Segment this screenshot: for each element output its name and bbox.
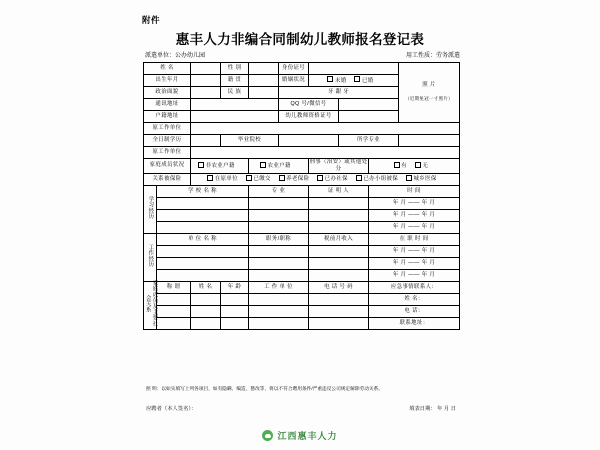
table-row: [144, 305, 460, 317]
work-cell-time[interactable]: 年 月 —— 年 月: [369, 257, 460, 269]
table-row: [144, 257, 460, 269]
field-label-certificate: 幼儿教师资格证号: [279, 111, 339, 123]
family-header-relation: 称 谓: [157, 281, 191, 293]
family-cell-relation[interactable]: [157, 305, 191, 317]
table-row: [144, 173, 460, 185]
checkbox-penalty-yes[interactable]: 有: [394, 163, 407, 169]
subheader: [145, 50, 460, 59]
attachment-label: 附件: [142, 15, 161, 25]
work-cell-position[interactable]: [249, 269, 309, 281]
section-label-study: 学习经历: [144, 185, 157, 233]
family-cell-phone[interactable]: [309, 305, 369, 317]
checkbox-original-unit[interactable]: 在原单位: [207, 176, 238, 182]
work-cell-position[interactable]: [249, 257, 309, 269]
footer-brand: [0, 429, 600, 442]
insurance-options[interactable]: [191, 173, 460, 185]
study-header-referee: 证 明 人: [309, 185, 369, 197]
family-cell-age[interactable]: [221, 317, 249, 329]
family-header-phone: 电 话 号 码: [309, 281, 369, 293]
field-value-address[interactable]: [191, 99, 279, 111]
field-value-marital[interactable]: [309, 75, 399, 87]
field-label-birth: 出生年月: [144, 75, 191, 87]
work-cell-unit[interactable]: [157, 269, 249, 281]
study-header-time: 时 间: [369, 185, 460, 197]
study-cell-school[interactable]: [157, 197, 249, 209]
field-value-name[interactable]: [191, 63, 221, 75]
family-cell-age[interactable]: [221, 305, 249, 317]
section-label-family: 家庭成员及主要社会关系: [144, 281, 157, 329]
checkbox-penalty-no[interactable]: 无: [415, 163, 428, 169]
study-cell-referee[interactable]: [309, 197, 369, 209]
family-cell-unit[interactable]: [249, 317, 309, 329]
field-value-political[interactable]: [191, 87, 221, 99]
form-notes: 照 明：以如实填写上列各项目，如有隐瞒、编造、篡改等，将以不符合聘用条件/严重违反公司规定解除劳动关系。: [146, 386, 383, 391]
emergency-field-name[interactable]: 姓 名：: [369, 293, 460, 305]
table-row: [144, 135, 460, 147]
field-label-political: 政治面貌: [144, 87, 191, 99]
field-value-qq[interactable]: [339, 99, 399, 111]
work-header-time: 在 职 时 间: [369, 233, 460, 245]
field-value-hometown[interactable]: [249, 75, 279, 87]
table-row: [144, 185, 460, 197]
table-row: [144, 233, 460, 245]
family-header-age: 年 龄: [221, 281, 249, 293]
field-label-marital: 婚姻状况: [279, 75, 309, 87]
table-row: [144, 245, 460, 257]
table-row: [144, 197, 460, 209]
table-row: [144, 147, 460, 159]
subheader-left: 派遣单位：公办幼儿园: [145, 53, 206, 59]
emergency-contact-title: 应急事情联系人：: [369, 281, 460, 293]
study-cell-time[interactable]: 年 月 —— 年 月: [369, 197, 460, 209]
work-header-position: 职务/职称: [249, 233, 309, 245]
checkbox-married[interactable]: 已婚: [354, 78, 373, 84]
field-label-education: 全日制学历: [144, 135, 191, 147]
field-label-insurance: 关系被保险: [144, 173, 191, 185]
field-label-hometown: 籍 贯: [221, 75, 249, 87]
study-cell-time[interactable]: 年 月 —— 年 月: [369, 221, 460, 233]
date-label[interactable]: 填表日期： 年 月 日: [409, 406, 456, 412]
checkbox-unmarried[interactable]: 未婚: [327, 78, 346, 84]
field-label-prev-employer: 原工作单位: [144, 123, 191, 135]
field-label-gender: 性 别: [221, 63, 249, 75]
table-row: [144, 293, 460, 305]
family-cell-relation[interactable]: [157, 317, 191, 329]
emergency-field-address[interactable]: 联系地址：: [369, 317, 460, 329]
study-cell-referee[interactable]: [309, 221, 369, 233]
family-header-name: 姓 名: [191, 281, 221, 293]
family-cell-name[interactable]: [191, 293, 221, 305]
signature-row: [146, 404, 456, 412]
study-cell-major[interactable]: [249, 209, 309, 221]
footer-brand-label: 江西惠丰人力: [277, 431, 338, 441]
table-row: [144, 209, 460, 221]
checkbox-pension[interactable]: 养老保险: [279, 176, 310, 182]
field-label-name: 姓 名: [144, 63, 191, 75]
study-cell-major[interactable]: [249, 221, 309, 233]
field-value-major[interactable]: [399, 135, 460, 147]
field-label-idnumber: 身份证号: [279, 63, 309, 75]
field-value-school[interactable]: [279, 135, 339, 147]
family-cell-relation[interactable]: [157, 293, 191, 305]
household-options[interactable]: [191, 159, 249, 174]
registration-form-table: [143, 62, 460, 330]
field-value-certificate[interactable]: [339, 111, 399, 123]
field-label-school: 毕业院校: [221, 135, 279, 147]
work-cell-income[interactable]: [309, 269, 369, 281]
checkbox-urban-rural-medical[interactable]: 城乡医保: [406, 176, 437, 182]
family-cell-phone[interactable]: [309, 293, 369, 305]
field-label-teeth: 牙 龈 牙: [279, 87, 399, 99]
checkbox-small-group[interactable]: 已办小组被保: [356, 176, 398, 182]
field-value-idnumber[interactable]: [309, 63, 399, 75]
work-header-unit: 单 位 名 称: [157, 233, 249, 245]
family-cell-unit[interactable]: [249, 293, 309, 305]
checkbox-nonagricultural[interactable]: 非农业户籍: [198, 163, 234, 169]
work-cell-time[interactable]: 年 月 —— 年 月: [369, 245, 460, 257]
table-row: [144, 269, 460, 281]
field-value-prev-work-unit[interactable]: [191, 147, 460, 159]
family-header-unit: 工 作 单 位: [249, 281, 309, 293]
field-value-education[interactable]: [191, 135, 221, 147]
field-value-hukou[interactable]: [191, 111, 279, 123]
field-label-ethnic: 民 族: [221, 87, 249, 99]
work-cell-unit[interactable]: [157, 257, 249, 269]
table-row: [144, 63, 460, 75]
household-options-2[interactable]: [249, 159, 309, 174]
family-cell-name[interactable]: [191, 305, 221, 317]
photo-box[interactable]: 照 片 （近期免冠一寸照片）: [399, 63, 460, 123]
work-cell-unit[interactable]: [157, 245, 249, 257]
field-label-household: 家庭成员状况: [144, 159, 191, 174]
field-label-penalty: 刑事（治安）或其他处分: [309, 159, 368, 172]
field-label-hukou: 户籍地址: [144, 111, 191, 123]
work-cell-time[interactable]: 年 月 —— 年 月: [369, 269, 460, 281]
study-cell-major[interactable]: [249, 197, 309, 209]
field-value-birth[interactable]: [191, 75, 221, 87]
study-cell-school[interactable]: [157, 209, 249, 221]
field-label-address: 通讯地址: [144, 99, 191, 111]
field-label-major: 所学专业: [339, 135, 399, 147]
checkbox-social-security[interactable]: 已办社保: [317, 176, 348, 182]
page-title: 惠丰人力非编合同制幼儿教师报名登记表: [175, 32, 425, 47]
study-cell-time[interactable]: 年 月 —— 年 月: [369, 209, 460, 221]
field-label-prev-work-unit: 原工作单位: [144, 147, 191, 159]
study-cell-referee[interactable]: [309, 209, 369, 221]
table-row: [144, 221, 460, 233]
section-label-work: 工作经历: [144, 233, 157, 281]
work-cell-income[interactable]: [309, 245, 369, 257]
table-row: [144, 317, 460, 329]
table-row: [144, 159, 460, 174]
family-cell-name[interactable]: [191, 317, 221, 329]
work-header-income: 税前月收入: [309, 233, 369, 245]
study-header-school: 学 校 名 称: [157, 185, 249, 197]
family-cell-age[interactable]: [221, 293, 249, 305]
work-cell-position[interactable]: [249, 245, 309, 257]
family-cell-phone[interactable]: [309, 317, 369, 329]
emergency-field-phone[interactable]: 电 话：: [369, 305, 460, 317]
study-cell-school[interactable]: [157, 221, 249, 233]
signature-label[interactable]: 应聘者（本人签名）：: [146, 406, 197, 412]
table-row: [144, 281, 460, 293]
penalty-options[interactable]: [369, 159, 460, 174]
subheader-right: 用工性质：劳务派遣: [405, 53, 460, 59]
field-value-prev-employer[interactable]: [191, 123, 460, 135]
family-cell-unit[interactable]: [249, 305, 309, 317]
checkbox-paid[interactable]: 已缴交: [246, 176, 271, 182]
field-value-ethnic[interactable]: [249, 87, 279, 99]
field-label-qq: QQ 号/微信号: [279, 99, 339, 111]
wechat-icon: [262, 430, 273, 441]
table-row: [144, 123, 460, 135]
checkbox-agricultural[interactable]: 农业户籍: [260, 163, 291, 169]
work-cell-income[interactable]: [309, 257, 369, 269]
study-header-major: 专 业: [249, 185, 309, 197]
field-value-gender[interactable]: [249, 63, 279, 75]
